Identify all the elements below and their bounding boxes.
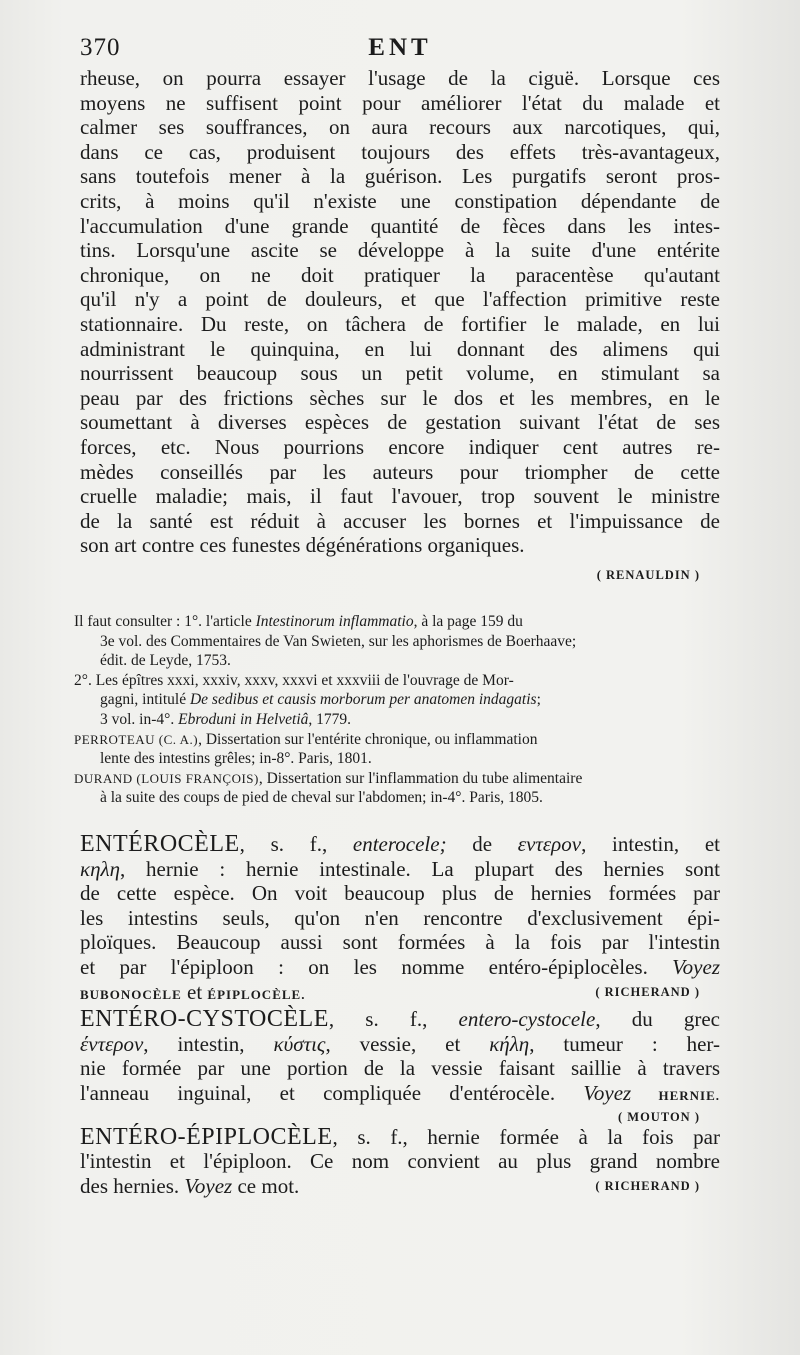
entry-line: nie formée par une portion de la vessie faisant saillie à travers [80,1056,720,1081]
reference-line: Il faut consulter : 1°. l'article Intestinorum inflammatio, à la page 159 du [74,613,523,630]
text-line: de la santé est réduit à accuser les bornes et l'impuissance de [80,508,720,533]
reference-line: DURAND (LOUIS FRANÇOIS), Dissertation sur l'inflammation du tube alimentaire [74,769,583,787]
reference-line: édit. de Leyde, 1753. [100,652,231,670]
reference-author: DURAND (LOUIS FRANÇOIS) [74,770,259,786]
entry-line: des hernies. Voyez ce mot. ( RICHERAND ) [80,1174,720,1199]
author-signature: ( RICHERAND ) [595,984,700,999]
entry-line: έντερον, intestin, κύστις, vessie, et κήλη, tumeur : her- [80,1031,720,1056]
entry-line: ENTÉRO-CYSTOCÈLE, s. f., entero-cystocele, du grec [80,1006,720,1033]
text-line: son art contre ces funestes dégénérations organiques. [80,533,525,558]
text-line: mèdes conseillés par les auteurs pour triompher de cette [80,459,720,484]
reference-line: à la suite des coups de pied de cheval sur l'abdomen; in-4°. Paris, 1805. [100,789,543,807]
entry-line: κηλη, hernie : hernie intestinale. La plupart des hernies sont [80,856,720,881]
entry-line: et par l'épiploon : on les nomme entéro-épiplocèles. Voyez [80,954,720,979]
entry-line: ploïques. Beaucoup aussi sont formées à la fois par l'intestin [80,930,720,955]
entry-headword: ENTÉRO-CYSTOCÈLE [80,1006,329,1033]
reference-line: lente des intestins grêles; in-8°. Paris, 1801. [100,750,372,768]
text-line: tins. Lorsqu'une ascite se développe à la suite d'une entérite [80,238,720,263]
text-line: cruelle maladie; mais, il faut l'avouer, trop souvent le ministre [80,484,720,509]
text-line: soumettant à diverses espèces de gestation suivant l'état de ses [80,410,720,435]
text-line: peau par des frictions sèches sur le dos et les membres, en le [80,385,720,410]
author-signature: ( RENAULDIN ) [596,568,700,582]
entry-line: l'intestin et l'épiploon. Ce nom convient au plus grand nombre [80,1149,720,1174]
text-line: moyens ne suffisent point pour améliorer l'état du malade et [80,90,720,115]
text-line: forces, etc. Nous pourrions encore indiquer cent autres re- [80,434,720,459]
author-signature: ( MOUTON ) [618,1109,700,1124]
text-line: l'accumulation d'une grande quantité de fèces dans les intes- [80,213,720,238]
reference-line: 2°. Les épîtres xxxi, xxxiv, xxxv, xxxvi et xxxviii de l'ouvrage de Mor- [74,671,514,689]
entry-headword: ENTÉROCÈLE [80,831,240,857]
text-line: dans ce cas, produisent toujours des effets très-avantageux, [80,139,720,164]
entry-line: l'anneau inguinal, et compliquée d'entérocèle. Voyez HERNIE. [80,1080,720,1105]
text-line: chronique, on ne doit pratiquer la paracentèse qu'autant [80,262,720,287]
references-block [74,612,724,808]
text-line: stationnaire. Du reste, on tâchera de fortifier le malade, en lui [80,311,720,336]
text-line: crits, à moins qu'il n'existe une constipation dépendante de [80,188,720,213]
main-paragraph [80,66,720,558]
text-line: nourrissent beaucoup sous un petit volume, en stimulant sa [80,361,720,386]
reference-line: 3 vol. in-4°. Ebroduni in Helvetiâ, 1779. [100,710,352,728]
text-line: qu'il n'y a point de douleurs, et que l'affection primitive reste [80,287,720,312]
reference-line: PERROTEAU (C. A.), Dissertation sur l'entérite chronique, ou inflammation [74,730,538,748]
entry-line: de cette espèce. On voit beaucoup plus de hernies formées par [80,881,720,906]
reference-line: 3e vol. des Commentaires de Van Swieten, sur les aphorismes de Boerhaave; [100,632,577,650]
running-head: ENT [368,34,432,61]
reference-line: gagni, intitulé De sedibus et causis morborum per anatomen indagatis; [100,691,541,709]
entry-line: ENTÉRO-ÉPIPLOCÈLE, s. f., hernie formée à la fois par [80,1123,720,1150]
text-line: calmer ses souffrances, on aura recours aux narcotiques, qui, [80,115,720,140]
entry-line: BUBONOCÈLE et ÉPIPLOCÈLE. ( RICHERAND ) [80,980,720,1008]
entry-headword: ENTÉRO-ÉPIPLOCÈLE [80,1123,333,1150]
page-header [80,34,720,68]
entry-line: ENTÉROCÈLE, s. f., enterocele; de εντερον, intestin, et [80,831,720,857]
text-line: administrant le quinquina, en lui donnant des alimens qui [80,336,720,361]
entry-line: les intestins seuls, qu'on n'en rencontre d'exclusivement épi- [80,905,720,930]
text-line: sans toutefois mener à la guérison. Les purgatifs seront pros- [80,164,720,189]
dictionary-entries [80,832,720,1198]
text-line: rheuse, on pourra essayer l'usage de la ciguë. Lorsque ces [80,66,720,90]
author-signature: ( RICHERAND ) [595,1178,700,1193]
page-number: 370 [80,34,121,61]
reference-author: PERROTEAU (C. A.) [74,731,199,747]
